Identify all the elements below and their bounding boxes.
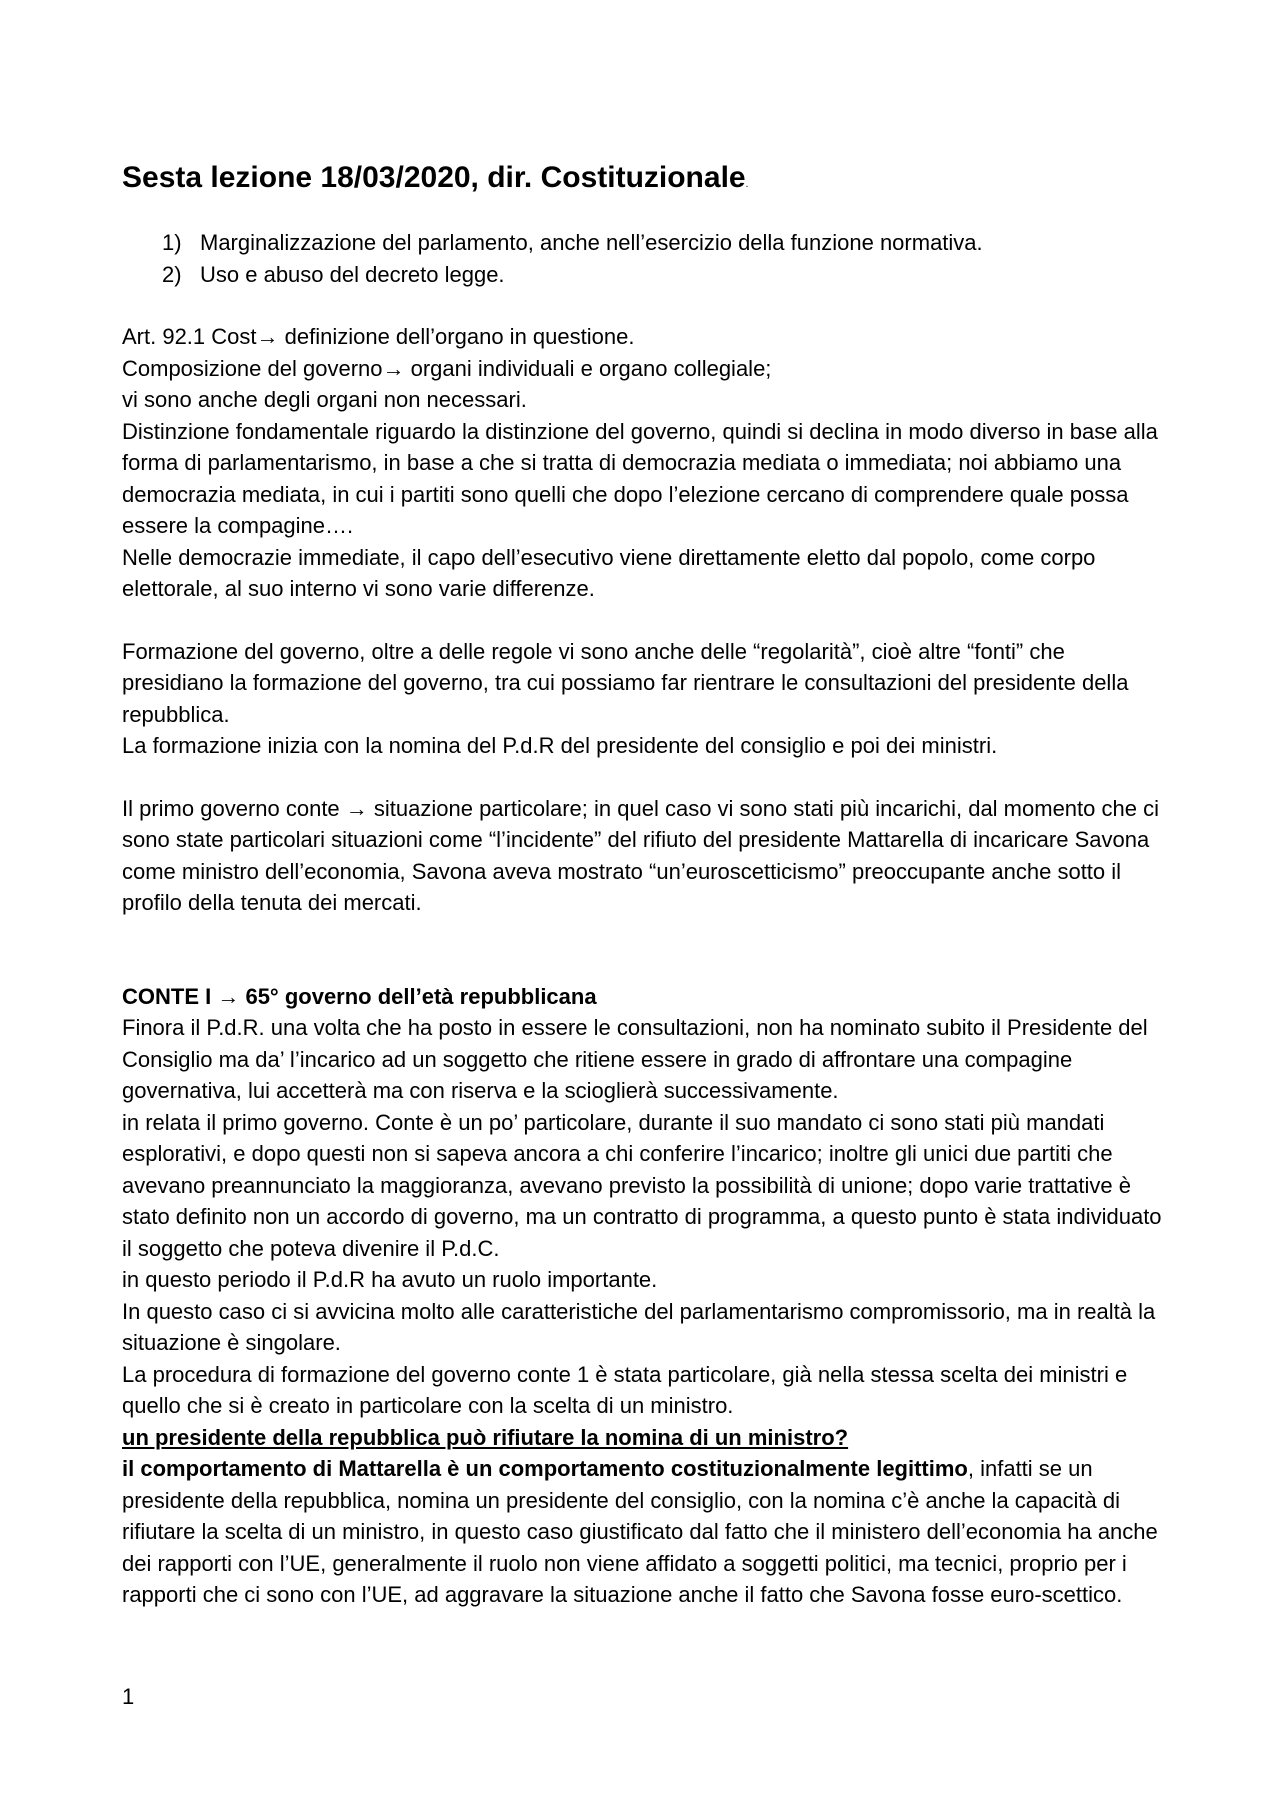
arrow-icon: → xyxy=(345,795,368,821)
text-run: Composizione del governo xyxy=(122,355,383,381)
list-text: Marginalizzazione del parlamento, anche nell’esercizio della funzione normativa. xyxy=(200,230,983,255)
question-heading: un presidente della repubblica può rifiutare la nomina di un ministro? xyxy=(122,1424,849,1450)
text-run: Il primo governo conte xyxy=(122,795,346,821)
text-run: definizione dell’organo in questione. xyxy=(278,324,635,349)
list-item xyxy=(122,227,1172,259)
arrow-icon: → xyxy=(382,355,405,381)
paragraph-composizione xyxy=(122,353,1172,385)
paragraph-formazione: Formazione del governo, oltre a delle regole vi sono anche delle “regolarità”, cioè altre “fonti” che presidiano la formazione del governo, tra cui possiamo far rientrare le consultazioni del presidente della repubblica. xyxy=(122,638,1129,727)
title-text: Sesta lezione 18/03/2020, dir. Costituzionale xyxy=(122,161,746,194)
text-run: organi individuali e organo collegiale; xyxy=(404,355,772,381)
document-body xyxy=(122,158,1172,1611)
paragraph-nomina: La formazione inizia con la nomina del P.d.R del presidente del consiglio e poi dei ministri. xyxy=(122,733,998,758)
numbered-list xyxy=(122,227,1172,290)
paragraph-primo-governo xyxy=(122,793,1172,919)
spacer xyxy=(122,762,1172,793)
paragraph-compromissorio: In questo caso ci si avvicina molto alle caratteristiche del parlamentarismo compromissorio, ma in realtà la situazione è singolare. xyxy=(122,1298,1156,1355)
paragraph-art-92 xyxy=(122,321,1172,353)
paragraph-democrazie-immediate: Nelle democrazie immediate, il capo dell’esecutivo viene direttamente eletto dal popolo, come corpo elettorale, al suo interno vi sono varie differenze. xyxy=(122,544,1096,601)
paragraph-distinzione: Distinzione fondamentale riguardo la distinzione del governo, quindi si declina in modo diverso in base alla forma di parlamentarismo, in base a che si tratta di democrazia mediata o immediata; noi abbiamo una democrazia mediata, in cui i partiti sono quelli che dopo l’elezione cercano di comprendere quale possa essere la compagine…. xyxy=(122,418,1158,538)
section-heading-conte xyxy=(122,981,1172,1013)
text-run: CONTE I xyxy=(122,983,218,1009)
arrow-icon: → xyxy=(217,983,240,1009)
list-item xyxy=(122,259,1172,291)
spacer xyxy=(122,919,1172,981)
page-number: 1 xyxy=(122,1684,135,1709)
paragraph-periodo: in questo periodo il P.d.R ha avuto un ruolo importante. xyxy=(122,1267,658,1292)
spacer xyxy=(122,605,1172,636)
paragraph-finora: Finora il P.d.R. una volta che ha posto in essere le consultazioni, non ha nominato subito il Presidente del Consiglio ma da’ l’incarico ad un soggetto che ritiene essere in grado di affrontare una compagine governativa, lui accetterà ma con riserva e la scioglierà successivamente. xyxy=(122,1015,1148,1103)
document-title xyxy=(122,158,1172,205)
paragraph-organi: vi sono anche degli organi non necessari. xyxy=(122,387,527,412)
text-run: Art. 92.1 Cost xyxy=(122,324,257,349)
paragraph-answer xyxy=(122,1453,1172,1611)
text-run: il comportamento di Mattarella è un comportamento costituzionalmente legittimo xyxy=(122,1456,968,1481)
paragraph-in-relata: in relata il primo governo. Conte è un po’ particolare, durante il suo mandato ci sono stati più mandati esplorativi, e dopo questi non si sapeva ancora a chi conferire l’incarico; inoltre gli unici due partiti che avevano preannunciato la maggioranza, avevano previsto la possibilità di unione; dopo varie trattative è stato definito non un accordo di governo, ma un contratto di programma, a questo punto è stata individuato il soggetto che poteva divenire il P.d.C. xyxy=(122,1109,1162,1261)
list-number: 1) xyxy=(162,230,182,255)
list-number: 2) xyxy=(162,261,182,287)
text-run: , infatti se un presidente della repubblica, nomina un presidente del consiglio, con la nomina c’è anche la capacità di rifiutare la scelta di un ministro, in questo caso giustificato dal fatto che il ministero dell’economia ha anche dei rapporti con l’UE, generalmente il ruolo non viene affidato a soggetti politici, ma tecnici, proprio per i rapporti che ci sono con l’UE, ad aggravare la situazione anche il fatto che Savona fosse euro-scettico. xyxy=(122,1456,1158,1607)
paragraph-procedura: La procedura di formazione del governo conte 1 è stata particolare, già nella stessa scelta dei ministri e quello che si è creato in particolare con la scelta di un ministro. xyxy=(122,1361,1128,1418)
arrow-icon: → xyxy=(256,324,279,349)
list-text: Uso e abuso del decreto legge. xyxy=(200,261,505,287)
text-run: 65° governo dell’età repubblicana xyxy=(239,983,597,1009)
text-run: situazione particolare; in quel caso vi sono stati più incarichi, dal momento che ci sono state particolari situazioni come “l’incidente” del rifiuto del presidente Mattarella di incaricare Savona come ministro dell’economia, Savona aveva mostrato “un’euroscetticismo” preoccupante anche sotto il profilo della tenuta dei mercati. xyxy=(122,795,1159,915)
title-dot: . xyxy=(745,179,749,190)
